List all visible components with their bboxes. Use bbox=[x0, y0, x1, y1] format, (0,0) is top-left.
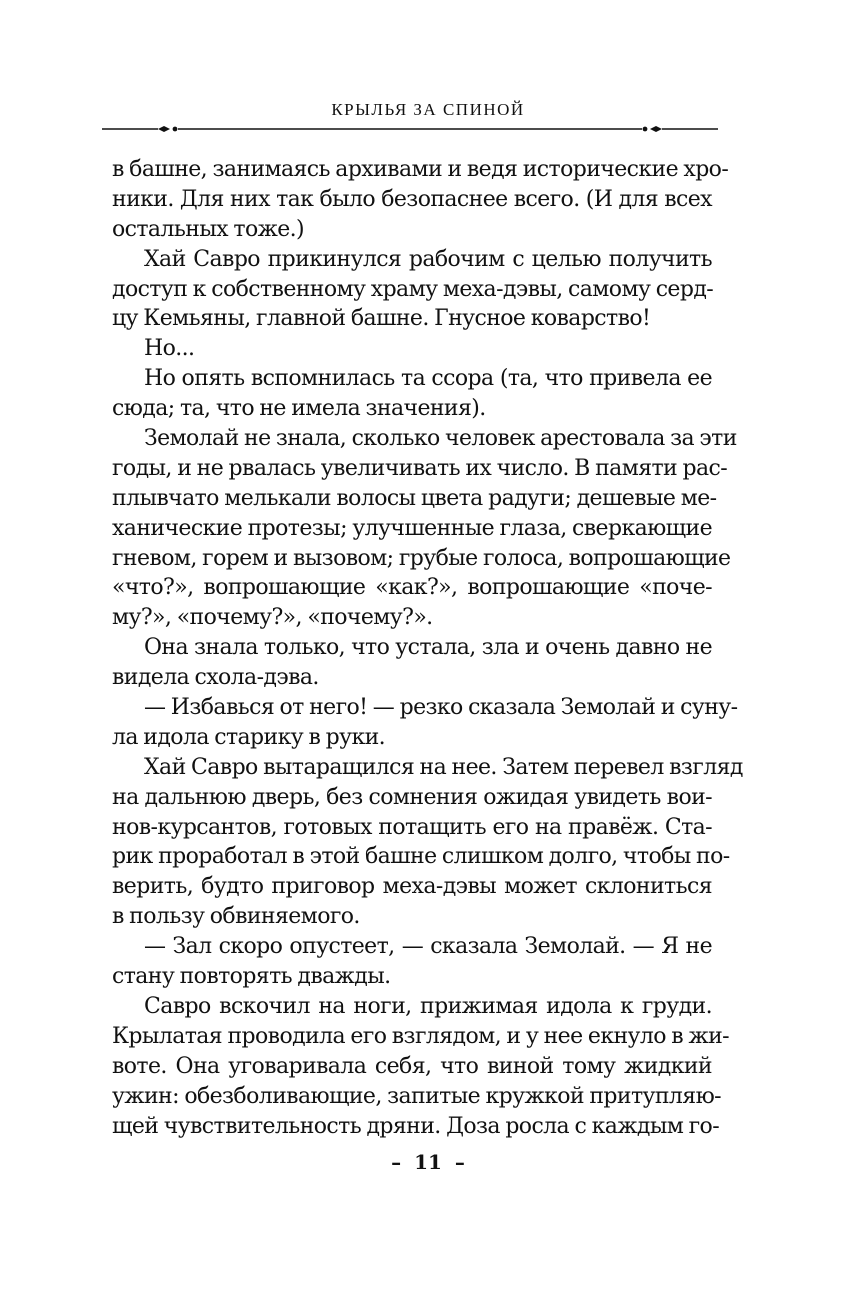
text-line: плывчато мелькали волосы цвета радуги; дешевые ме- bbox=[112, 485, 717, 511]
text-line: Но опять вспомнилась та ссора (та, что привела ее bbox=[144, 366, 712, 392]
text-line: Хай Савро прикинулся рабочим с целью получить bbox=[144, 246, 712, 272]
text-line: остальных тоже.) bbox=[112, 216, 305, 242]
text-line: цу Кемьяны, главной башне. Гнусное коварство! bbox=[112, 306, 651, 332]
text-line: на дальнюю дверь, без сомнения ожидая увидеть вои- bbox=[112, 784, 712, 810]
text-line: верить, будто приговор меха-дэвы может склониться bbox=[112, 874, 712, 900]
body-text bbox=[112, 155, 743, 1141]
page-number: – 11 – bbox=[391, 1150, 465, 1174]
text-line: в башне, занимаясь архивами и ведя исторические хро- bbox=[112, 157, 729, 182]
text-line: в пользу обвиняемого. bbox=[112, 904, 360, 930]
text-line: стану повторять дважды. bbox=[112, 964, 391, 990]
text-line: Савро вскочил на ноги, прижимая идола к груди. bbox=[144, 993, 712, 1019]
text-line: Она знала только, что устала, зла и очень давно не bbox=[144, 635, 712, 661]
text-line: ники. Для них так было безопаснее всего. (И для всех bbox=[112, 186, 712, 212]
text-line: Хай Савро вытаращился на нее. Затем перевел взгляд bbox=[144, 754, 743, 780]
running-head-title: КРЫЛЬЯ ЗА СПИНОЙ bbox=[331, 100, 525, 119]
text-line: гневом, горем и вызовом; грубые голоса, вопрошающие bbox=[112, 545, 731, 571]
text-line: нов-курсантов, готовых потащить его на правёж. Ста- bbox=[112, 814, 712, 840]
text-line: Крылатая проводила его взглядом, и у нее екнуло в жи- bbox=[112, 1023, 730, 1049]
text-line: ла идола старику в руки. bbox=[112, 724, 386, 750]
text-line: годы, и не рвалась увеличивать их число. В памяти рас- bbox=[112, 455, 728, 481]
text-line: щей чувствительность дряни. Доза росла с каждым го- bbox=[112, 1113, 720, 1139]
text-line: доступ к собственному храму меха-дэвы, самому серд- bbox=[112, 276, 714, 302]
text-line: «что?», вопрошающие «как?», вопрошающие «поче- bbox=[112, 575, 712, 601]
text-line: — Избавься от него! — резко сказала Земолай и суну- bbox=[144, 695, 738, 721]
text-line: воте. Она уговаривала себя, что виной тому жидкий bbox=[112, 1053, 712, 1079]
text-line: видела схола-дэва. bbox=[112, 665, 319, 691]
text-line: рик проработал в этой башне слишком долго, чтобы по- bbox=[112, 844, 730, 870]
header-ornament-rule bbox=[100, 120, 720, 138]
text-line: му?», «почему?», «почему?». bbox=[112, 605, 433, 631]
text-line: ужин: обезболивающие, запитые кружкой притупляю- bbox=[112, 1083, 721, 1109]
text-line: сюда; та, что не имела значения). bbox=[112, 396, 486, 422]
text-line: Но... bbox=[144, 336, 195, 362]
text-line: Земолай не знала, сколько человек арестовала за эти bbox=[144, 426, 737, 452]
text-line: — Зал скоро опустеет, — сказала Земолай. — Я не bbox=[144, 934, 712, 960]
text-line: ханические протезы; улучшенные глаза, сверкающие bbox=[112, 515, 712, 541]
